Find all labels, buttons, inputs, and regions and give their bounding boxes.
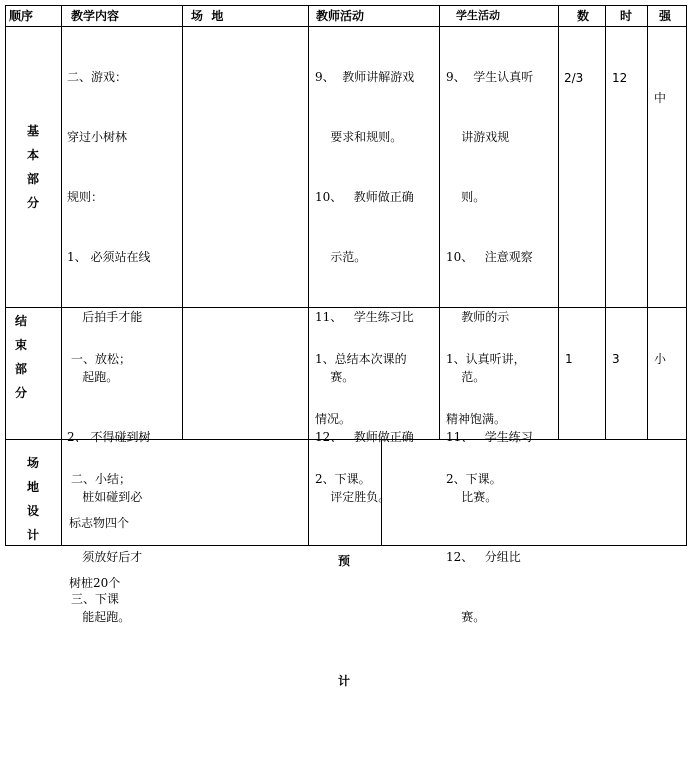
header-time: 时: [620, 9, 633, 23]
header-student: 学生活动: [456, 9, 500, 22]
table-border-right: [686, 5, 687, 546]
venue-design-content: 标志物四个 树桩20个: [69, 516, 130, 590]
ending-teacher-activity: 1、总结本次课的 情况。 2、下课。: [315, 352, 407, 486]
column-divider: [182, 5, 183, 440]
column-divider: [61, 5, 62, 546]
basic-count: 2/3: [564, 71, 584, 85]
header-count: 数: [577, 9, 590, 23]
column-divider: [605, 5, 606, 440]
column-divider: [439, 5, 440, 440]
column-divider: [647, 5, 648, 440]
table-border-left: [5, 5, 6, 546]
ending-intensity: 小: [654, 352, 667, 366]
basic-intensity: 中: [654, 91, 667, 105]
basic-time: 12: [612, 71, 628, 85]
basic-content: 二、游戏： 穿过小树林 规则： 1、 必须站在线 后拍手才能 起跑。 2、 不得碰到树 桩如碰到必 须放好后才 能起跑。: [67, 70, 151, 624]
ending-count: 1: [565, 352, 573, 366]
column-divider: [558, 5, 559, 440]
estimate-label: 预 计: [338, 554, 351, 688]
ending-time: 3: [612, 352, 620, 366]
header-venue: 场 地: [191, 9, 224, 23]
ending-section-label: 结 束 部 分: [14, 314, 27, 400]
header-order: 顺序: [9, 9, 34, 23]
ending-content: 一、放松； 二、小结； 三、下课: [71, 352, 132, 606]
lesson-plan-table: [5, 5, 687, 688]
column-divider: [308, 5, 309, 546]
header-teacher: 教师活动: [316, 9, 365, 23]
ending-student-activity: 1、认真听讲， 精神饱满。 2、下课。: [446, 352, 526, 486]
basic-section-label: 基 本 部 分: [26, 124, 39, 210]
header-content: 教学内容: [71, 9, 120, 23]
basic-teacher-activity: 9、 教师讲解游戏 要求和规则。 10、 教师做正确 示范。 11、 学生练习比 赛。 12、 教师做正确 评定胜负。: [315, 70, 415, 504]
basic-student-activity: 9、 学生认真听 讲游戏规 则。 10、 注意观察 教师的示 范。 11、 学生练习 比赛。 12、 分组比 赛。: [446, 70, 534, 624]
venue-design-label: 场 地 设 计: [26, 456, 39, 542]
header-intensity: 强: [659, 9, 672, 23]
